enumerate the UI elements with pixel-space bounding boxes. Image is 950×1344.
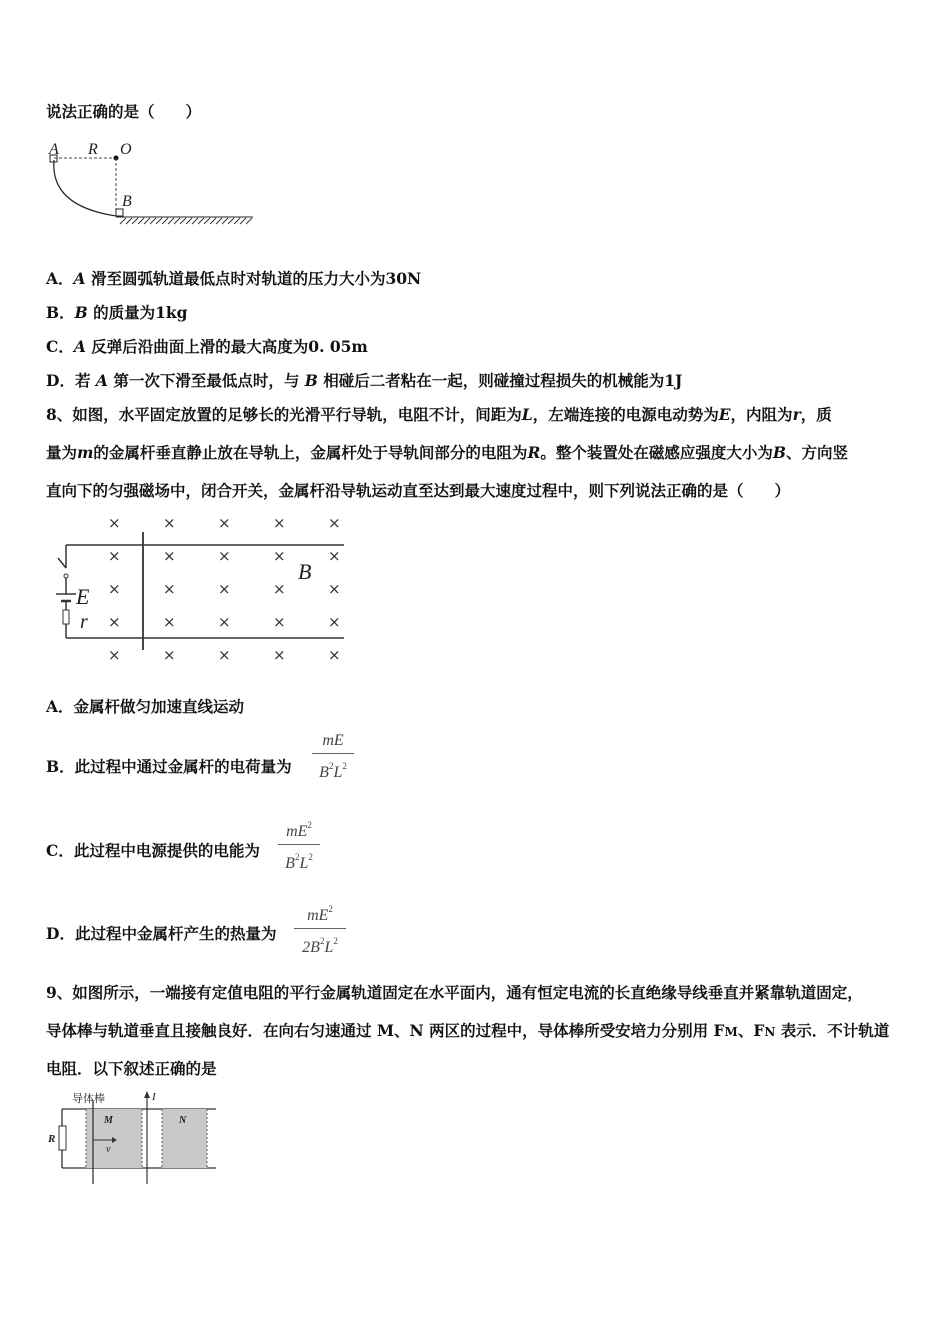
- q7-stem-tail: 说法正确的是（ ）: [46, 102, 202, 121]
- q9-stem-line3: 电阻．以下叙述正确的是: [46, 1059, 217, 1078]
- q8-stem-line1: 8、如图，水平固定放置的足够长的光滑平行导轨，电阻不计，间距为L，左端连接的电源电动势为E，内阻为r，质: [46, 405, 832, 424]
- q8-option-a[interactable]: A．金属杆做匀加速直线运动: [46, 697, 245, 716]
- svg-text:×: ×: [273, 547, 286, 565]
- svg-text:×: ×: [328, 646, 341, 664]
- q9-label-R: R: [48, 1133, 56, 1145]
- q8-label-r: r: [80, 611, 88, 633]
- q7-label-B: B: [122, 193, 132, 210]
- svg-text:×: ×: [108, 646, 121, 664]
- svg-text:×: ×: [218, 514, 231, 532]
- q8-option-c-fraction: $mE^2$ $B^2L^2$: [278, 815, 320, 874]
- q9-label-v: v: [106, 1144, 111, 1155]
- svg-text:×: ×: [328, 514, 341, 532]
- q8-figure: [48, 510, 358, 670]
- svg-text:×: ×: [108, 580, 121, 598]
- svg-text:×: ×: [328, 580, 341, 598]
- svg-text:×: ×: [163, 613, 176, 631]
- q9-label-I: I: [152, 1091, 156, 1103]
- svg-text:×: ×: [218, 613, 231, 631]
- q9-label-M: M: [104, 1115, 113, 1126]
- svg-text:×: ×: [328, 547, 341, 565]
- svg-text:×: ×: [163, 514, 176, 532]
- svg-text:×: ×: [108, 514, 121, 532]
- svg-text:×: ×: [108, 547, 121, 565]
- svg-text:×: ×: [328, 613, 341, 631]
- q8-option-b-fraction: mE $B^2L^2$: [312, 731, 354, 783]
- q8-stem-line2: 量为m的金属杆垂直静止放在导轨上，金属杆处于导轨间部分的电阻为R。整个装置处在磁感应强度大小为B、方向竖: [46, 443, 848, 462]
- q7-option-d[interactable]: D．若 A 第一次下滑至最低点时，与 B 相碰后二者粘在一起，则碰撞过程损失的机械能为1J: [46, 371, 683, 390]
- svg-text:×: ×: [163, 580, 176, 598]
- q9-stem-line2: 导体棒与轨道垂直且接触良好．在向右匀速通过 M、N 两区的过程中，导体棒所受安培力分别用 FM、FN 表示．不计轨道: [46, 1021, 890, 1040]
- q9-stem-line1: 9、如图所示，一端接有定值电阻的平行金属轨道固定在水平面内，通有恒定电流的长直绝缘导线垂直并紧靠轨道固定，: [46, 983, 863, 1002]
- q7-label-O: O: [120, 141, 132, 158]
- q9-label-N: N: [179, 1115, 187, 1126]
- q8-option-d[interactable]: D．此过程中金属杆产生的热量为: [46, 924, 277, 943]
- svg-text:×: ×: [273, 580, 286, 598]
- svg-text:×: ×: [273, 646, 286, 664]
- svg-text:×: ×: [218, 646, 231, 664]
- q8-label-B: B: [298, 559, 312, 584]
- q8-option-d-fraction: $mE^2$ $2B^2L^2$: [294, 899, 346, 958]
- q7-option-a[interactable]: A．A 滑至圆弧轨道最低点时对轨道的压力大小为30N: [46, 269, 422, 288]
- q7-label-R: R: [88, 141, 98, 158]
- svg-text:×: ×: [218, 547, 231, 565]
- q9-figure: [46, 1088, 221, 1188]
- q8-option-c[interactable]: C．此过程中电源提供的电能为: [46, 841, 260, 860]
- q8-option-b[interactable]: B．此过程中通过金属杆的电荷量为: [46, 757, 292, 776]
- svg-text:×: ×: [273, 613, 286, 631]
- q7-figure: [40, 138, 260, 230]
- q7-option-c[interactable]: C．A 反弹后沿曲面上滑的最大高度为0. 05m: [46, 337, 368, 356]
- svg-text:×: ×: [218, 580, 231, 598]
- q7-option-b[interactable]: B．B 的质量为1kg: [46, 303, 188, 322]
- svg-text:×: ×: [108, 613, 121, 631]
- svg-text:×: ×: [273, 514, 286, 532]
- svg-text:×: ×: [163, 646, 176, 664]
- q7-label-A: A: [49, 141, 59, 158]
- svg-text:×: ×: [163, 547, 176, 565]
- q8-label-E: E: [76, 584, 90, 609]
- q8-stem-line3: 直向下的匀强磁场中，闭合开关，金属杆沿导轨运动直至达到最大速度过程中，则下列说法正确的是（ ）: [46, 481, 791, 500]
- q9-label-rod: 导体棒: [72, 1092, 105, 1105]
